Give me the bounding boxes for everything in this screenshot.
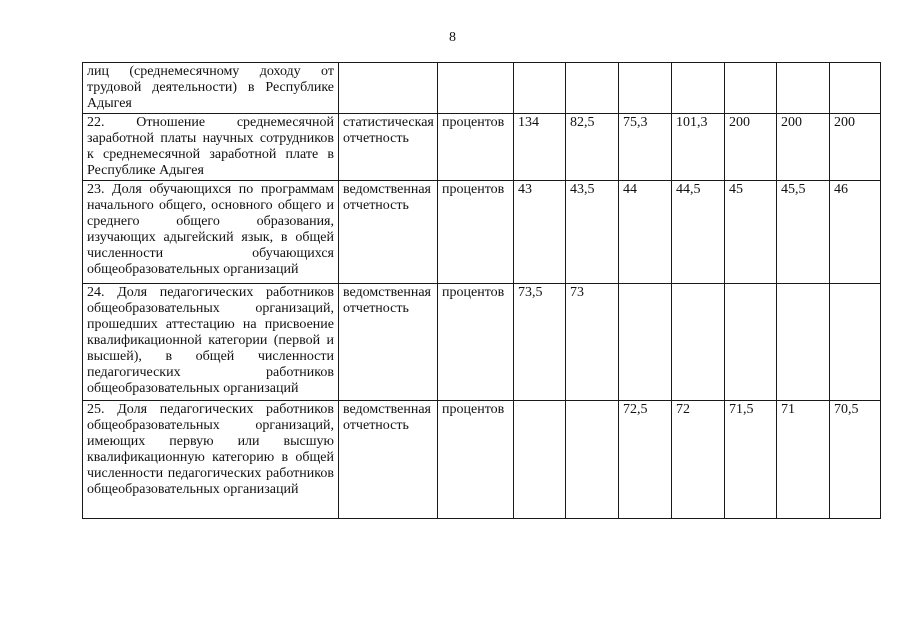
unit-cell: процентов <box>438 114 514 181</box>
value-cell: 73 <box>566 284 619 401</box>
table-row <box>83 63 881 114</box>
value-cell <box>672 284 725 401</box>
indicators-table <box>82 62 881 519</box>
indicator-cell: 25. Доля педагогических работников общеобразовательных организаций, имеющих первую или высшую квалификационную категорию в общей численности педагогических работников общеобразовательных организаций <box>83 401 339 519</box>
source-cell <box>339 63 438 114</box>
indicator-cell: лиц (среднемесячному доходу от трудовой деятельности) в Республике Адыгея <box>83 63 339 114</box>
value-cell <box>566 401 619 519</box>
value-cell: 200 <box>777 114 830 181</box>
value-cell: 75,3 <box>619 114 672 181</box>
source-cell: ведомственная отчетность <box>339 401 438 519</box>
table-row <box>83 284 881 401</box>
table-body <box>83 63 881 519</box>
indicator-cell: 23. Доля обучающихся по программам начального общего, основного общего и среднего общего образования, изучающих адыгейский язык, в общей численности обучающихся общеобразовательных организаций <box>83 181 339 284</box>
value-cell: 101,3 <box>672 114 725 181</box>
value-cell <box>514 63 566 114</box>
value-cell: 73,5 <box>514 284 566 401</box>
value-cell: 200 <box>725 114 777 181</box>
source-cell: ведомственная отчетность <box>339 181 438 284</box>
table-row <box>83 401 881 519</box>
unit-cell <box>438 63 514 114</box>
value-cell: 72,5 <box>619 401 672 519</box>
value-cell <box>619 284 672 401</box>
source-cell: ведомственная отчетность <box>339 284 438 401</box>
value-cell: 70,5 <box>830 401 881 519</box>
unit-cell: процентов <box>438 181 514 284</box>
indicator-cell: 22. Отношение среднемесячной заработной платы научных сотрудников к среднемесячной заработной плате в Республике Адыгея <box>83 114 339 181</box>
value-cell <box>830 63 881 114</box>
value-cell: 82,5 <box>566 114 619 181</box>
value-cell: 45 <box>725 181 777 284</box>
value-cell <box>830 284 881 401</box>
indicator-cell: 24. Доля педагогических работников общеобразовательных организаций, прошедших аттестацию на присвоение квалификационной категории (первой и высшей), в общей численности педагогических работников общеобразовательных организаций <box>83 284 339 401</box>
table-row <box>83 181 881 284</box>
value-cell: 46 <box>830 181 881 284</box>
value-cell: 72 <box>672 401 725 519</box>
unit-cell: процентов <box>438 284 514 401</box>
value-cell <box>777 284 830 401</box>
table-row <box>83 114 881 181</box>
value-cell <box>672 63 725 114</box>
value-cell: 44 <box>619 181 672 284</box>
value-cell <box>566 63 619 114</box>
value-cell <box>725 284 777 401</box>
value-cell: 43 <box>514 181 566 284</box>
value-cell <box>777 63 830 114</box>
value-cell: 71,5 <box>725 401 777 519</box>
value-cell <box>514 401 566 519</box>
value-cell: 45,5 <box>777 181 830 284</box>
page-number: 8 <box>449 30 456 45</box>
value-cell <box>619 63 672 114</box>
value-cell: 200 <box>830 114 881 181</box>
value-cell: 134 <box>514 114 566 181</box>
value-cell: 44,5 <box>672 181 725 284</box>
value-cell <box>725 63 777 114</box>
unit-cell: процентов <box>438 401 514 519</box>
value-cell: 43,5 <box>566 181 619 284</box>
value-cell: 71 <box>777 401 830 519</box>
source-cell: статистическая отчетность <box>339 114 438 181</box>
